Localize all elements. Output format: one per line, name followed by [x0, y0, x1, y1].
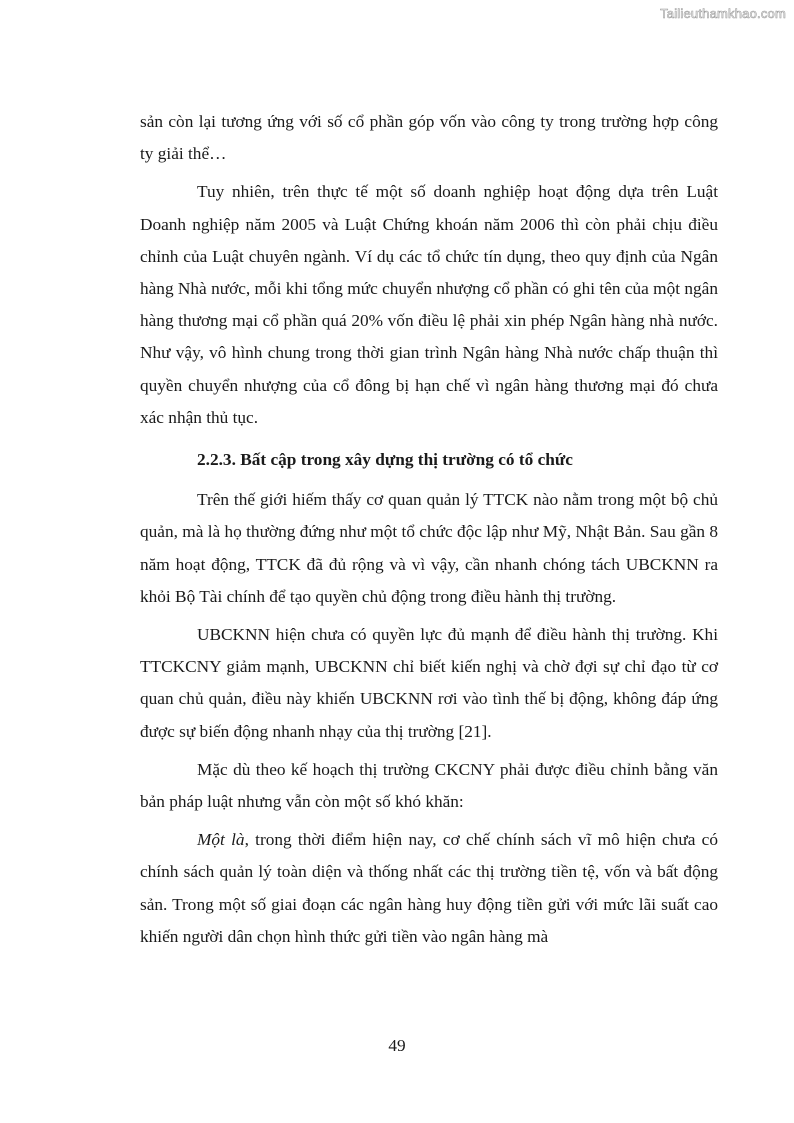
section-heading: 2.2.3. Bất cập trong xây dựng thị trường có tổ chức — [197, 450, 573, 470]
paragraph-legal-regulation: Tuy nhiên, trên thực tế một số doanh nghiệp hoạt động dựa trên Luật Doanh nghiệp năm 2005 và Luật Chứng khoán năm 2006 thì còn phải chịu điều chỉnh của Luật chuyên ngành. Ví dụ các tổ chức tín dụng, theo quy định của Ngân hàng Nhà nước, mỗi khi tổng mức chuyển nhượng cổ phần có ghi tên của một ngân hàng thương mại cổ phần quá 20% vốn điều lệ phải xin phép Ngân hàng nhà nước. Như vậy, vô hình chung trong thời gian trình Ngân hàng Nhà nước chấp thuận thì quyền chuyển nhượng của cổ đông bị hạn chế vì ngân hàng thương mại đó chưa xác nhận thủ tục. — [140, 182, 718, 427]
paragraph-ubcknn-power: UBCKNN hiện chưa có quyền lực đủ mạnh để điều hành thị trường. Khi TTCKCNY giảm mạnh, UBCKNN chỉ biết kiến nghị và chờ đợi sự chỉ đạo từ cơ quan chủ quản, điều này khiến UBCKNN rơi vào tình thế bị động, không đáp ứng được sự biến động nhanh nhạy của thị trường [21]. — [140, 625, 718, 741]
paragraph-continuation: sản còn lại tương ứng với số cổ phần góp vốn vào công ty trong trường hợp công ty giải thể… — [140, 112, 718, 164]
page-number: 49 — [388, 1036, 406, 1055]
watermark: Tailieuthamkhao.com — [660, 6, 786, 21]
paragraph-lead-italic: Một là — [197, 830, 245, 850]
paragraph-independent-regulator: Trên thế giới hiếm thấy cơ quan quản lý TTCK nào nằm trong một bộ chủ quản, mà là họ thường đứng như một tổ chức độc lập như Mỹ, Nhật Bản. Sau gần 8 năm hoạt động, TTCK đã đủ rộng và vì vậy, cần nhanh chóng tách UBCKNN ra khỏi Bộ Tài chính để tạo quyền chủ động trong điều hành thị trường. — [140, 490, 718, 606]
paragraph-difficulties-intro: Mặc dù theo kế hoạch thị trường CKCNY phải được điều chỉnh bằng văn bản pháp luật nhưng vẫn còn một số khó khăn: — [140, 759, 718, 812]
paragraph-first-difficulty — [140, 824, 718, 953]
page-body — [140, 106, 718, 953]
paragraph-first-difficulty-text: , trong thời điểm hiện nay, cơ chế chính sách vĩ mô hiện chưa có chính sách quản lý toàn diện và thống nhất các thị trường tiền tệ, vốn và bất động sản. Trong một số giai đoạn các ngân hàng huy động tiền gửi với mức lãi suất cao khiến người dân chọn hình thức gửi tiền vào ngân hàng mà — [140, 830, 718, 946]
